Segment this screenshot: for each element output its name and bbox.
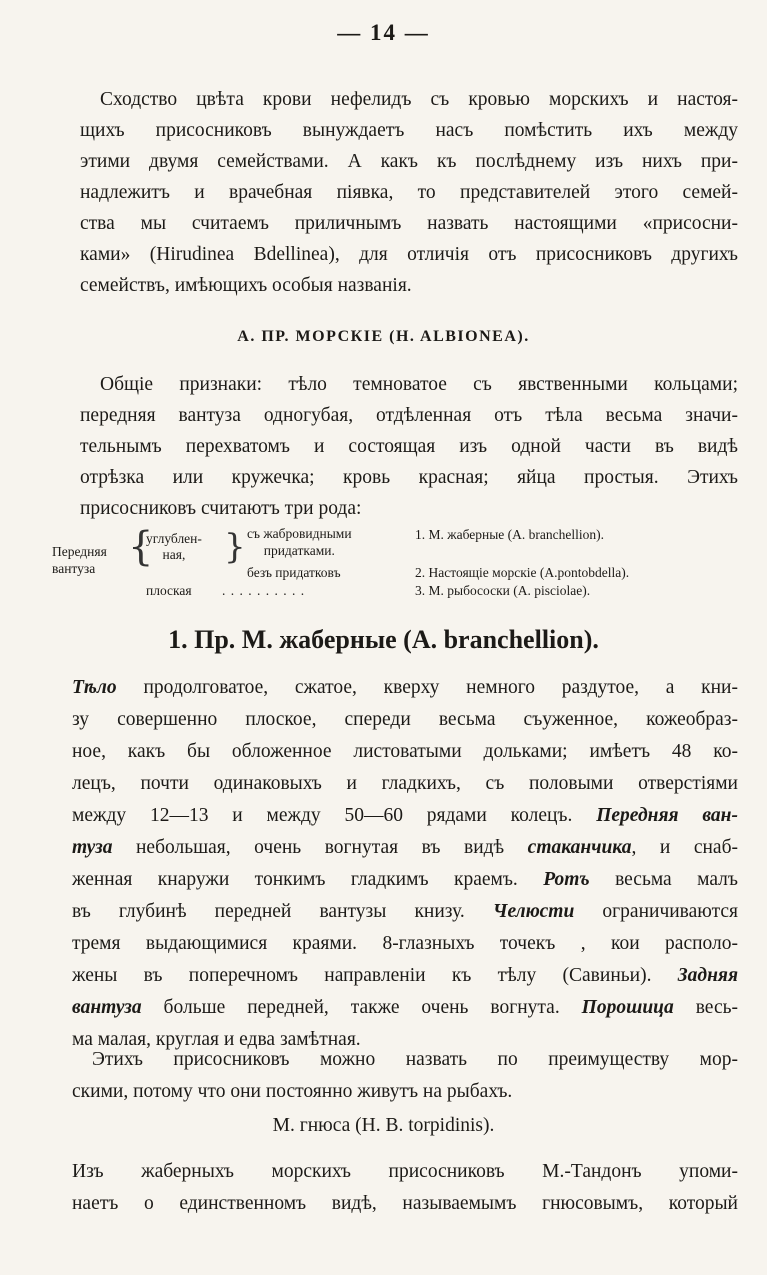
text-line: надлежитъ и врачебная піявка, то представителей этого семей- bbox=[80, 182, 738, 203]
text-line: присосниковъ считаютъ три рода: bbox=[80, 498, 362, 519]
term: вантуза bbox=[72, 997, 142, 1018]
key-without-appendages: безъ придатковъ bbox=[247, 565, 341, 580]
text-span: весьма малъ bbox=[589, 869, 738, 890]
text-line bbox=[72, 865, 738, 895]
key-root: Передняя вантуза bbox=[52, 544, 107, 576]
text-line: наетъ о единственномъ видѣ, называемымъ гнюсовымъ, который bbox=[72, 1193, 738, 1214]
text-line: ма малая, круглая и едва замѣтная. bbox=[72, 1029, 361, 1050]
text-span: больше передней, также очень вогнута. bbox=[141, 997, 582, 1018]
text-span: ограничиваются bbox=[574, 901, 738, 922]
text-line: этими двумя семействами. А какъ къ послѣднему изъ нихъ при- bbox=[80, 151, 738, 172]
text-span: , и снаб- bbox=[631, 837, 738, 858]
text-line: тремя выдающимися краями. 8-глазныхъ точекъ , кои располо- bbox=[72, 933, 738, 954]
term: Тѣло bbox=[72, 677, 117, 698]
text-span: весь- bbox=[673, 997, 738, 1018]
term: Передняя ван- bbox=[596, 805, 738, 826]
key-genus-2: 2. Настоящіе морскіе (A.pontobdella). bbox=[415, 565, 630, 580]
term: стаканчика bbox=[527, 837, 632, 858]
section-heading: А. ПР. МОРСКІЕ (H. ALBIONEA). bbox=[237, 328, 530, 345]
key-with-gills: съ жабровидными придатками. bbox=[247, 526, 352, 558]
text-line: зу совершенно плоское, спереди весьма съуженное, кожеобраз- bbox=[72, 709, 738, 730]
genus-key-table bbox=[52, 523, 742, 605]
key-genus-1: 1. М. жаберные (A. branchellion). bbox=[415, 527, 605, 542]
brace-icon: { bbox=[128, 524, 154, 570]
text-line: Сходство цвѣта крови нефелидъ съ кровью морскихъ и настоя- bbox=[100, 89, 738, 110]
term: Порошица bbox=[581, 997, 674, 1018]
text-line: Этихъ присосниковъ можно назвать по преимуществу мор- bbox=[92, 1049, 738, 1070]
text-span: небольшая, очень вогнутая въ видѣ bbox=[112, 837, 528, 858]
text-line: передняя вантуза одногубая, отдѣленная отъ тѣла весьма значи- bbox=[80, 405, 738, 426]
term: туза bbox=[72, 837, 113, 858]
text-line bbox=[72, 673, 738, 703]
text-line: ства мы считаемъ приличнымъ назвать настоящими «присосни- bbox=[80, 213, 738, 234]
brace-icon: } bbox=[224, 527, 246, 567]
text-line: тельнымъ перехватомъ и состоящая изъ одной части въ видѣ bbox=[80, 436, 738, 457]
text-line bbox=[72, 801, 738, 831]
text-line bbox=[72, 833, 738, 863]
text-line: семействъ, имѣющихъ особыя названія. bbox=[80, 275, 412, 296]
text-line: щихъ присосниковъ вынуждаетъ насъ помѣстить ихъ между bbox=[80, 120, 738, 141]
text-span: между 12—13 и между 50—60 рядами колецъ. bbox=[72, 805, 597, 826]
text-line: скими, потому что они постоянно живутъ на рыбахъ. bbox=[72, 1081, 513, 1102]
term: Задняя bbox=[677, 965, 738, 986]
text-line bbox=[72, 993, 738, 1023]
text-line bbox=[72, 897, 738, 927]
text-span: жены въ поперечномъ направленіи къ тѣлу (Савиньи). bbox=[72, 965, 678, 986]
text-line bbox=[72, 961, 738, 991]
key-flat: плоская bbox=[146, 583, 192, 598]
text-span: въ глубинѣ передней вантузы книзу. bbox=[72, 901, 493, 922]
text-span: женная кнаружи тонкимъ гладкимъ краемъ. bbox=[72, 869, 544, 890]
species-heading: М. гнюса (H. B. torpidinis). bbox=[272, 1115, 495, 1136]
term: Челюсти bbox=[492, 901, 575, 922]
text-line: лецъ, почти одинаковыхъ и гладкихъ, съ половыми отверстіями bbox=[72, 773, 738, 794]
term: Ротъ bbox=[543, 869, 590, 890]
text-line: ками» (Hirudinea Bdellinea), для отличія отъ присосниковъ другихъ bbox=[80, 244, 738, 265]
text-line: Изъ жаберныхъ морскихъ присосниковъ М.-Тандонъ упоми- bbox=[72, 1161, 738, 1182]
text-span: продолговатое, сжатое, кверху немного раздутое, а кни- bbox=[116, 677, 738, 698]
key-concave: углублен- ная, bbox=[146, 531, 202, 562]
genus-heading: 1. Пр. М. жаберные (A. branchellion). bbox=[168, 625, 599, 654]
key-dots: . . . . . . . . . . bbox=[222, 583, 306, 598]
text-line: ное, какъ бы обложенное листоватыми дольками; имѣетъ 48 ко- bbox=[72, 741, 738, 762]
page-number: — 14 — bbox=[337, 20, 430, 45]
text-line: Общіе признаки: тѣло темноватое съ явственными кольцами; bbox=[100, 374, 738, 395]
text-line: отрѣзка или кружечка; кровь красная; яйца простыя. Этихъ bbox=[80, 467, 738, 488]
key-genus-3: 3. М. рыбососки (A. pisciolae). bbox=[415, 583, 591, 598]
